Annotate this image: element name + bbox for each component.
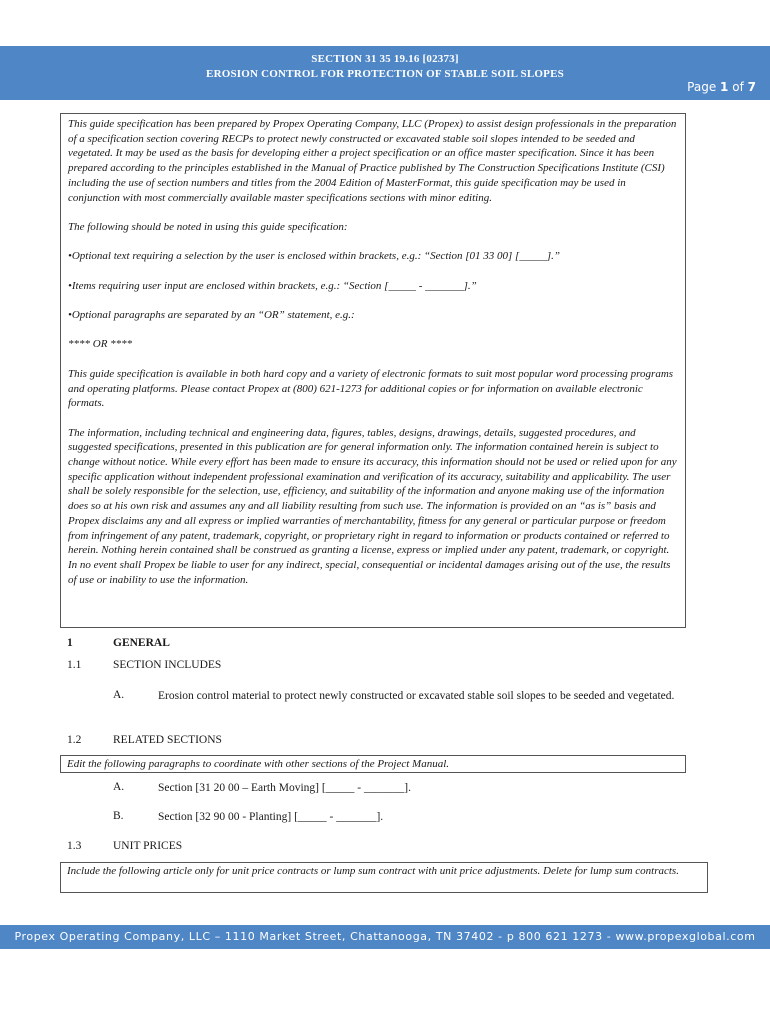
article-title: SECTION INCLUDES <box>113 659 222 671</box>
page-current: 1 <box>720 80 729 94</box>
document-footer: Propex Operating Company, LLC – 1110 Market Street, Chattanooga, TN 37402 - p 800 621 1273 - www.propexglobal.com <box>0 925 770 949</box>
note-paragraph: The following should be noted in using this guide specification: <box>68 220 348 233</box>
section-title: EROSION CONTROL FOR PROTECTION OF STABLE SOIL SLOPES <box>206 68 564 80</box>
specifier-note: Edit the following paragraphs to coordinate with other sections of the Project Manual. <box>60 755 686 773</box>
document-header <box>0 46 770 100</box>
note-paragraph: The information, including technical and engineering data, figures, tables, designs, drawings, details, suggested procedures, and suggested specifications, presented in this publication are for general information only. The information contained herein is subject to change without notice. While every effort has been made to ensure its accuracy, this information should not be used or relied upon for any specific application without independent professional examination and verification of its accuracy, suitability and applicability. The user shall be solely responsible for the selection, use, efficiency, and suitability of the information and anyone making use of the information does so at his own risk and assumes any and all liability resulting from such use. The information is provided on an “as is” basis and Propex disclaims any and all express or implied warranties of merchantability, fitness for any general or particular purpose or freedom from infringement of any patent, trademark, copyright, or proprietary right in regard to information or products contained or referred to herein. Nothing herein contained shall be construed as granting a license, express or implied under any patent, trademark, or copyright. In no event shall Propex be liable to user for any indirect, special, consequential or incidental damages arising out of the use, the results of use or inability to use the information. <box>68 426 677 586</box>
article-title: RELATED SECTIONS <box>113 734 222 746</box>
article-number: 1.1 <box>67 659 82 671</box>
paragraph-letter: A. <box>113 689 125 701</box>
article-number: 1.2 <box>67 734 82 746</box>
page-total: 7 <box>747 80 756 94</box>
page-label: Page <box>687 80 717 94</box>
article-title: UNIT PRICES <box>113 840 183 852</box>
part-number: 1 <box>67 637 73 649</box>
note-paragraph: This guide specification is available in both hard copy and a variety of electronic formats to suit most popular word processing programs and operating platforms. Please contact Propex at (800) 621-1273 for additional copies or for information on available electronic formats. <box>68 367 674 410</box>
note-paragraph: **** OR **** <box>68 338 133 351</box>
paragraph-text: Section [32 90 00 - Planting] [_____ - _______]. <box>158 811 384 823</box>
paragraph-letter: B. <box>113 810 124 822</box>
part-title: GENERAL <box>113 637 170 649</box>
specifier-note: Include the following article only for unit price contracts or lump sum contract with unit price adjustments. Delete for lump sum contracts. <box>60 862 708 893</box>
section-number: SECTION 31 35 19.16 [02373] <box>311 53 459 65</box>
page-indicator <box>687 80 756 94</box>
page-of: of <box>732 80 744 94</box>
note-paragraph: •Items requiring user input are enclosed within brackets, e.g.: “Section [_____ - _______].” <box>68 279 477 292</box>
note-paragraph: •Optional paragraphs are separated by an “OR” statement, e.g.: <box>68 309 355 322</box>
paragraph-text: Erosion control material to protect newly constructed or excavated stable soil slopes to be seeded and vegetated. <box>158 690 675 702</box>
specifier-note-box <box>60 113 686 628</box>
note-paragraph: •Optional text requiring a selection by the user is enclosed within brackets, e.g.: “Section [01 33 00] [_____].” <box>68 250 560 263</box>
article-number: 1.3 <box>67 840 82 852</box>
note-paragraph: This guide specification has been prepared by Propex Operating Company, LLC (Propex) to assist design professionals in the preparation of a specification section covering RECPs to protect newly constructed or excavated stable soil slopes intended to be seeded and vegetated. It may be used as the basis for developing either a project specification or an office master specification. Since it has been prepared according to the principles established in the Manual of Practice published by The Construction Specifications Institute (CSI) including the use of section numbers and titles from the 2004 Edition of MasterFormat, this guide specification may be used in conjunction with most commercially available master specifications sections with minor editing. <box>68 118 677 204</box>
paragraph-letter: A. <box>113 781 125 793</box>
paragraph-text: Section [31 20 00 – Earth Moving] [_____ - _______]. <box>158 782 411 794</box>
